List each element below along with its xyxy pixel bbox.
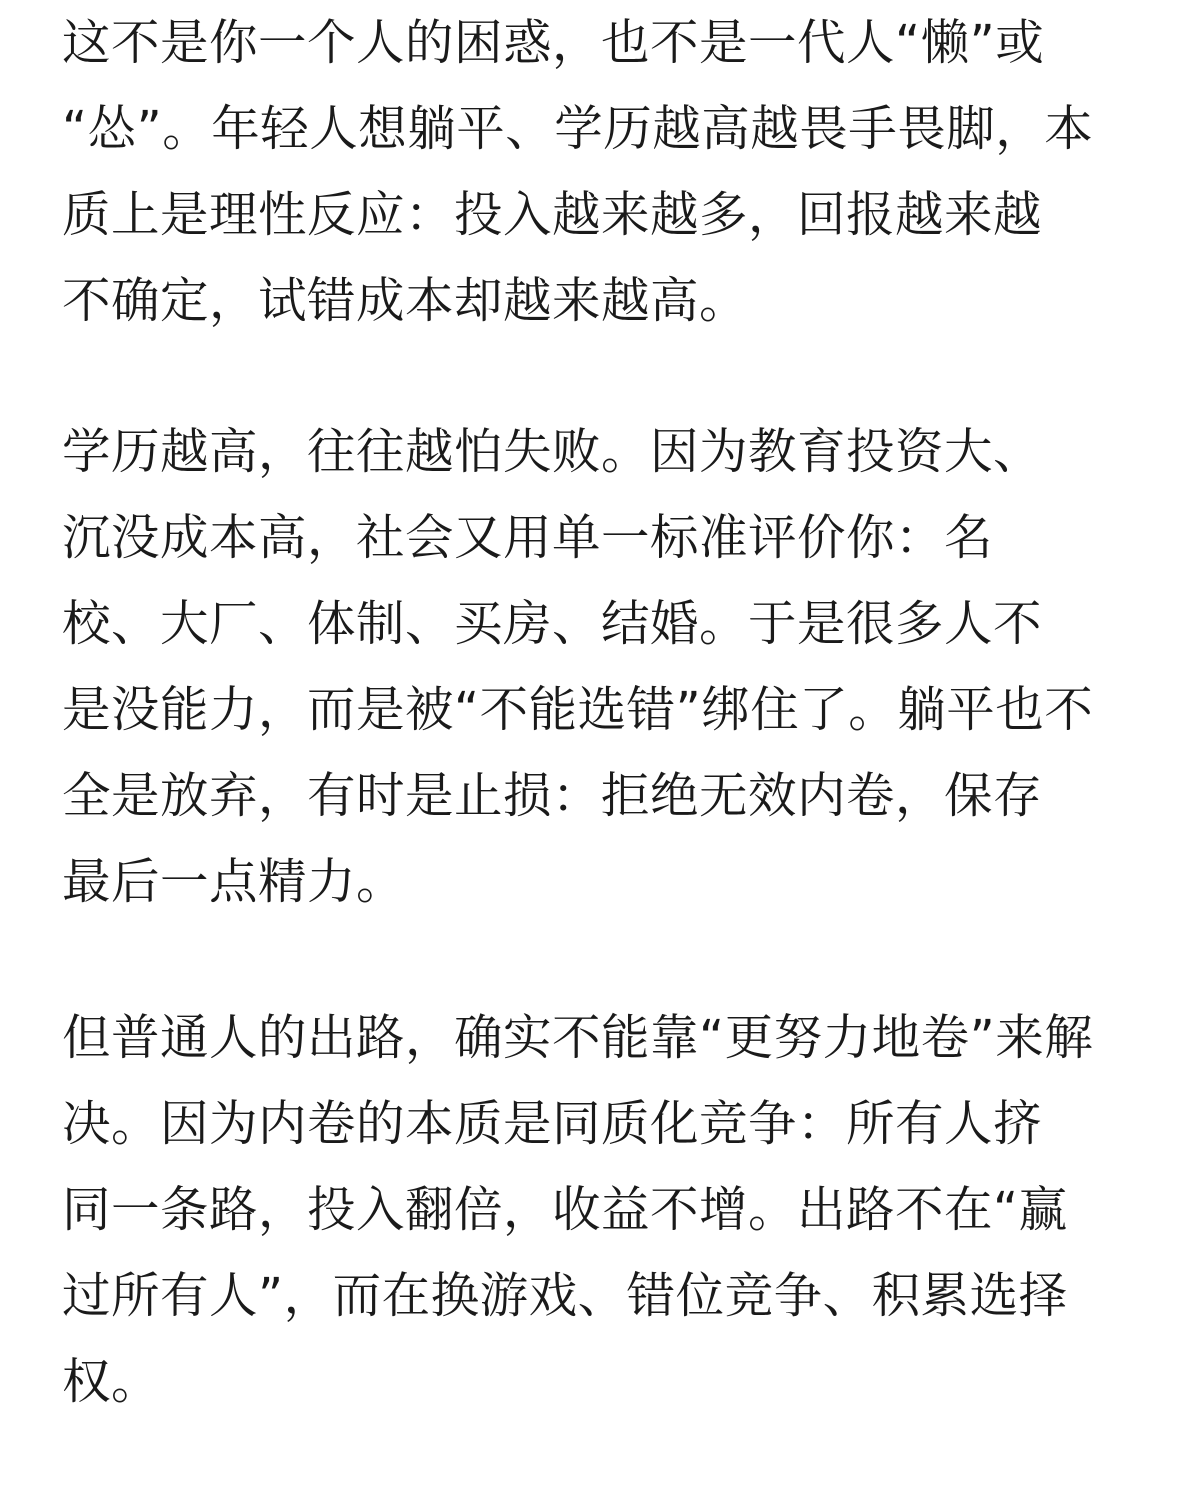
text-line: 最后一点精力。 <box>62 854 406 910</box>
text-line: 过所有人”，而在换游戏、错位竞争、积累选择 <box>62 1268 1068 1324</box>
text-line: 同一条路，投入翻倍，收益不增。出路不在“赢 <box>62 1182 1068 1238</box>
text-line: 全是放弃，有时是止损：拒绝无效内卷，保存 <box>62 768 1043 824</box>
paragraph-2 <box>62 409 1093 925</box>
text-line: 质上是理性反应：投入越来越多，回报越来越 <box>62 187 1043 243</box>
text-line: 是没能力，而是被“不能选错”绑住了。躺平也不 <box>62 682 1094 738</box>
text-line: 但普通人的出路，确实不能靠“更努力地卷”来解 <box>62 1010 1094 1066</box>
text-line: “怂”。年轻人想躺平、学历越高越畏手畏脚，本 <box>62 101 1094 157</box>
text-line: 沉没成本高，社会又用单一标准评价你：名 <box>62 510 994 566</box>
text-line: 这不是你一个人的困惑，也不是一代人“懒”或 <box>62 15 1045 71</box>
text-line: 决。因为内卷的本质是同质化竞争：所有人挤 <box>62 1096 1043 1152</box>
text-line: 学历越高，往往越怕失败。因为教育投资大、 <box>62 424 1043 480</box>
text-line: 校、大厂、体制、买房、结婚。于是很多人不 <box>62 596 1043 652</box>
text-line: 权。 <box>62 1354 161 1410</box>
text-line: 不确定，试错成本却越来越高。 <box>62 273 749 329</box>
paragraph-1 <box>62 0 1093 344</box>
paragraph-3 <box>62 995 1093 1425</box>
